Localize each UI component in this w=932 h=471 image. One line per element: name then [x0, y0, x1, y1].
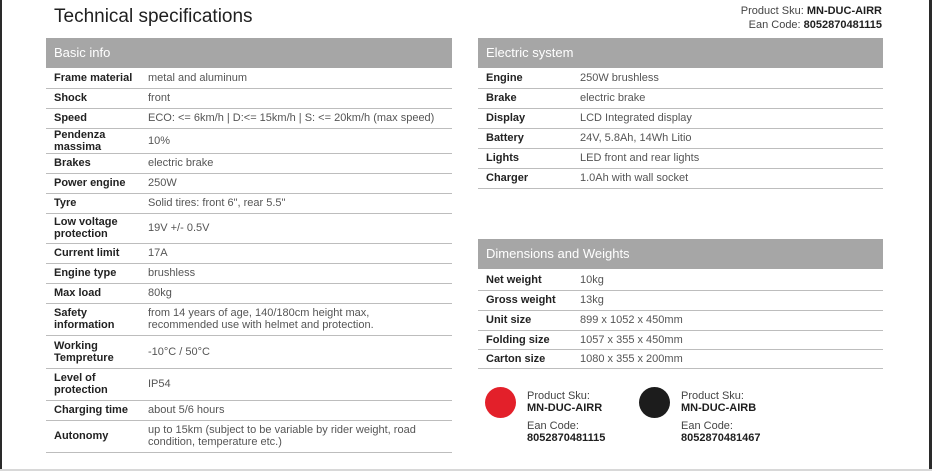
table-row	[46, 108, 452, 128]
row-label: Net weight	[478, 270, 580, 290]
electric-system-header: Electric system	[478, 38, 883, 68]
row-label: Display	[478, 108, 580, 128]
row-value: 13kg	[580, 290, 883, 310]
header-sku-line	[741, 4, 882, 18]
table-row	[478, 310, 883, 330]
row-value: 1.0Ah with wall socket	[580, 168, 883, 188]
row-label: Pendenza massima	[46, 128, 148, 153]
row-value: 1057 x 355 x 450mm	[580, 330, 883, 349]
table-row	[46, 303, 452, 335]
table-row	[478, 349, 883, 368]
row-value: 899 x 1052 x 450mm	[580, 310, 883, 330]
row-value: 19V +/- 0.5V	[148, 213, 452, 243]
table-row	[478, 290, 883, 310]
row-label: Folding size	[478, 330, 580, 349]
row-value: IP54	[148, 368, 452, 400]
row-value: metal and aluminum	[148, 68, 452, 88]
table-row	[478, 128, 883, 148]
table-row	[46, 173, 452, 193]
variant-ean-label: Ean Code:	[527, 420, 579, 432]
row-label: Gross weight	[478, 290, 580, 310]
row-label: Engine type	[46, 263, 148, 283]
table-row	[478, 68, 883, 88]
row-label: Battery	[478, 128, 580, 148]
table-row	[46, 420, 452, 452]
header-ean-value: 8052870481115	[803, 19, 882, 31]
row-label: Power engine	[46, 173, 148, 193]
row-label: Brake	[478, 88, 580, 108]
table-row	[478, 168, 883, 188]
table-row	[46, 283, 452, 303]
row-value	[148, 303, 452, 335]
row-label: Working Tempreture	[46, 335, 148, 368]
variant-ean-label: Ean Code:	[681, 420, 733, 432]
dimensions-header: Dimensions and Weights	[478, 239, 883, 269]
row-label: Frame material	[46, 68, 148, 88]
row-value: LED front and rear lights	[580, 148, 883, 168]
header-sku-value: MN-DUC-AIRR	[806, 5, 882, 17]
row-value: 10kg	[580, 270, 883, 290]
variant-red-info	[527, 390, 605, 444]
table-row	[46, 335, 452, 368]
table-row	[478, 108, 883, 128]
row-value: electric brake	[580, 88, 883, 108]
frame-left-border	[0, 0, 2, 471]
row-value: about 5/6 hours	[148, 400, 452, 420]
table-row	[478, 148, 883, 168]
variant-ean: 8052870481115	[527, 432, 606, 444]
table-row	[46, 193, 452, 213]
row-label: Low voltage protection	[46, 213, 148, 243]
row-value: electric brake	[148, 153, 452, 173]
row-value: 80kg	[148, 283, 452, 303]
row-value: -10°C / 50°C	[148, 335, 452, 368]
row-label: Charging time	[46, 400, 148, 420]
row-label: Speed	[46, 108, 148, 128]
row-value: brushless	[148, 263, 452, 283]
table-row	[46, 153, 452, 173]
basic-info-table	[46, 68, 452, 453]
table-row	[478, 88, 883, 108]
row-label: Max load	[46, 283, 148, 303]
table-row	[478, 330, 883, 349]
row-value: 250W brushless	[580, 68, 883, 88]
header-ean-label: Ean Code:	[748, 19, 801, 31]
color-swatch-red	[485, 387, 516, 418]
table-row	[46, 263, 452, 283]
row-value: Solid tires: front 6", rear 5.5"	[148, 193, 452, 213]
row-label: Autonomy	[46, 420, 148, 452]
row-label: Tyre	[46, 193, 148, 213]
value-line: condition, temperature etc.)	[148, 436, 282, 448]
variant-black-info	[681, 390, 761, 444]
table-row	[46, 400, 452, 420]
header-sku-label: Product Sku:	[740, 5, 804, 17]
row-value: LCD Integrated display	[580, 108, 883, 128]
row-value: 1080 x 355 x 200mm	[580, 349, 883, 368]
row-label: Current limit	[46, 243, 148, 263]
table-row	[46, 368, 452, 400]
row-label: Engine	[478, 68, 580, 88]
row-value: 17A	[148, 243, 452, 263]
header-ean-line	[741, 18, 882, 32]
row-value: 10%	[148, 128, 452, 153]
row-value: front	[148, 88, 452, 108]
basic-info-header: Basic info	[46, 38, 452, 68]
table-row	[46, 88, 452, 108]
variant-sku: MN-DUC-AIRR	[527, 402, 603, 414]
table-row	[46, 128, 452, 153]
variant-sku-label: Product Sku:	[527, 390, 590, 402]
row-label: Brakes	[46, 153, 148, 173]
value-line: recommended use with helmet and protection.	[148, 319, 374, 331]
row-label: Charger	[478, 168, 580, 188]
row-label: Carton size	[478, 349, 580, 368]
variant-sku: MN-DUC-AIRB	[681, 402, 757, 414]
row-label: Level of protection	[46, 368, 148, 400]
electric-system-table	[478, 68, 883, 189]
table-row	[478, 270, 883, 290]
row-value: ECO: <= 6km/h | D:<= 15km/h | S: <= 20km/h (max speed)	[148, 108, 452, 128]
variant-ean: 8052870481467	[681, 432, 761, 444]
table-row	[46, 68, 452, 88]
table-row	[46, 213, 452, 243]
row-value: 250W	[148, 173, 452, 193]
row-label: Unit size	[478, 310, 580, 330]
page-title: Technical specifications	[54, 6, 253, 27]
row-label: Shock	[46, 88, 148, 108]
value-line: from 14 years of age, 140/180cm height max,	[148, 307, 370, 319]
row-label: Lights	[478, 148, 580, 168]
header-sku-block	[741, 4, 882, 32]
color-swatch-black	[639, 387, 670, 418]
row-value: 24V, 5.8Ah, 14Wh Litio	[580, 128, 883, 148]
value-line: up to 15km (subject to be variable by rider weight, road	[148, 424, 416, 436]
table-row	[46, 243, 452, 263]
row-value	[148, 420, 452, 452]
variant-sku-label: Product Sku:	[681, 390, 744, 402]
row-label: Safety information	[46, 303, 148, 335]
dimensions-table	[478, 270, 883, 369]
